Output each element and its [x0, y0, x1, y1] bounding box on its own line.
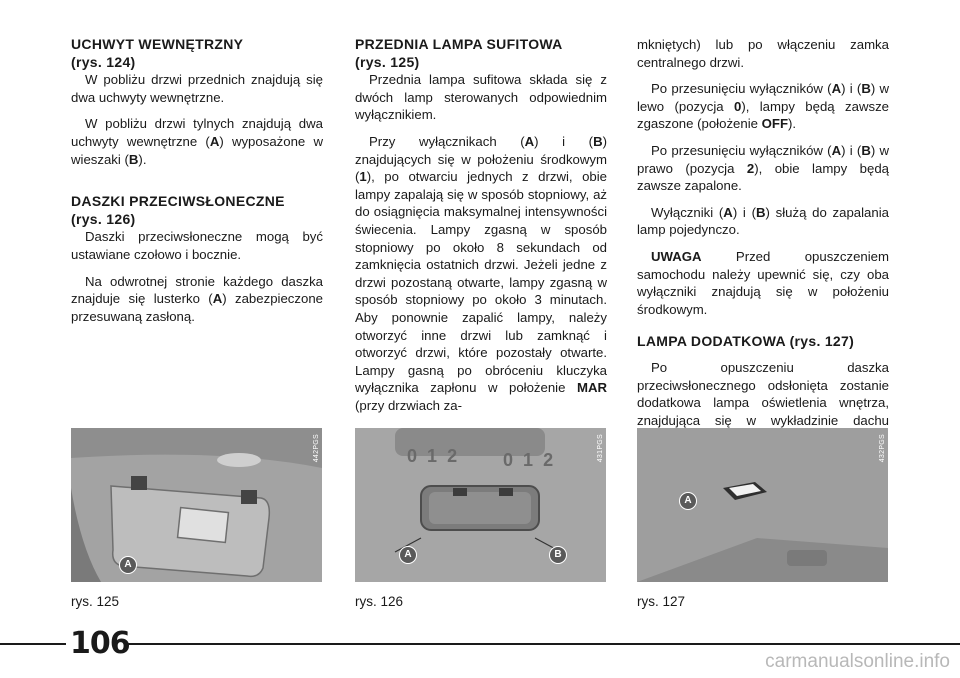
- heading-text: PRZEDNIA LAMPA SUFITOWA: [355, 36, 563, 52]
- paragraph: Wyłączniki (A) i (B) służą do zapalania lamp pojedynczo.: [637, 204, 889, 238]
- figure-sun-visor: [71, 428, 322, 582]
- footer-rule: [0, 643, 66, 645]
- column-2: [355, 36, 607, 414]
- paragraph: Po przesunięciu wyłączników (A) i (B) w prawo (pozycja 2), obie lampy będą zawsze zapalone.: [637, 142, 889, 194]
- label-a-badge: A: [679, 492, 697, 510]
- paragraph: Po opuszczeniu daszka przeciwsłonecznego odsłonięta zostanie dodatkowa lampa oświetlenia wnętrza, znajdująca się w wykładzinie dachu: [637, 359, 889, 428]
- note-paragraph: UWAGA Przed opuszczeniem samochodu należy upewnić się, czy oba wyłączniki znajdują się w położeniu środkowym.: [637, 248, 889, 317]
- figure-extra-lamp: [637, 428, 888, 582]
- figure-caption: rys. 127: [637, 594, 686, 609]
- page-number: 106: [70, 626, 130, 661]
- label-a-badge: A: [399, 546, 417, 564]
- paragraph: Po przesunięciu wyłączników (A) i (B) w lewo (pozycja 0), lampy będą zawsze zgaszone (położenie OFF).: [637, 81, 889, 132]
- figure-ceiling-lamp: [355, 428, 606, 582]
- figure-ref: rys. 127: [794, 333, 850, 350]
- paragraph: Daszki przeciwsłoneczne mogą być ustawiane czołowo i bocznie.: [71, 229, 323, 262]
- figure-code: 442PGS: [313, 434, 320, 463]
- label-a-badge: A: [119, 556, 137, 574]
- paragraph: Na odwrotnej stronie każdego daszka znajduje się lusterko (A) zabezpieczone przesuwaną zasłoną.: [71, 273, 323, 324]
- column-3: [637, 36, 889, 456]
- section-heading-sunvisors: DASZKI PRZECIWSŁONECZNE (rys. 126): [71, 193, 285, 227]
- section-heading-extra-lamp: LAMPA DODATKOWA (rys. 127): [637, 333, 855, 350]
- figure-code: 431PGS: [597, 434, 604, 463]
- heading-text: UCHWYT WEWNĘTRZNY: [71, 36, 244, 52]
- figure-caption: rys. 125: [71, 594, 120, 609]
- figure-ref: rys. 125: [359, 53, 415, 70]
- switch-scale-left: 0 1 2: [407, 446, 458, 466]
- label-b-badge: B: [549, 546, 567, 564]
- paragraph: Przednia lampa sufitowa składa się z dwóch lamp sterowanych odpowiednim wyłącznikiem.: [355, 72, 607, 123]
- footer-rule: [126, 643, 960, 645]
- extra-lamp-illustration: [637, 428, 888, 582]
- ceiling-lamp-illustration: [355, 428, 606, 582]
- switch-scale-right: 0 1 2: [503, 450, 554, 470]
- figure-ref: rys. 126: [75, 210, 131, 227]
- figure-caption: rys. 126: [355, 594, 404, 609]
- paragraph: mkniętych) lub po włączeniu zamka centralnego drzwi.: [637, 37, 889, 70]
- paragraph: Przy wyłącznikach (A) i (B) znajdujących się w położeniu środkowym (1), po otwarciu jednych z drzwi, obie lampy zapalają się w sposób stopniowy, aż do osiągnięcia maksymalnej intensywności świecenia. Lampy zgasną w sposób stopniowy po około 8 sekundach od zamknięcia ostatnich drzwi. Jeżeli jedne z drzwi pozostaną otwarte, lampy zgasną w sposób stopniowy po około 3 minutach. Aby ponownie zapalić lampy, należy otworzyć inne drzwi lub zamknąć i otworzyć drzwi, które pozostały otwarte. Lampy gasną po obróceniu kluczyka wyłącznika zapłonu w położenie MAR (przy drzwiach za-: [355, 133, 607, 413]
- heading-text: LAMPA DODATKOWA: [637, 333, 786, 350]
- paragraph: W pobliżu drzwi tylnych znajdują dwa uchwyty wewnętrzne (A) wyposażone w wieszaki (B).: [71, 116, 323, 167]
- heading-text: DASZKI PRZECIWSŁONECZNE: [71, 193, 285, 210]
- sun-visor-illustration: [71, 428, 322, 582]
- paragraph: W pobliżu drzwi przednich znajdują się dwa uchwyty wewnętrzne.: [71, 72, 323, 105]
- section-heading-handle: UCHWYT WEWNĘTRZNY (rys. 124): [71, 36, 244, 70]
- figure-code: 432PGS: [879, 434, 886, 463]
- note-label: UWAGA: [651, 248, 702, 264]
- column-1: [71, 36, 323, 334]
- figure-ref: rys. 124: [75, 53, 131, 70]
- section-heading-front-ceiling-lamp: PRZEDNIA LAMPA SUFITOWA (rys. 125): [355, 36, 563, 70]
- watermark: carmanualsonline.info: [765, 651, 950, 672]
